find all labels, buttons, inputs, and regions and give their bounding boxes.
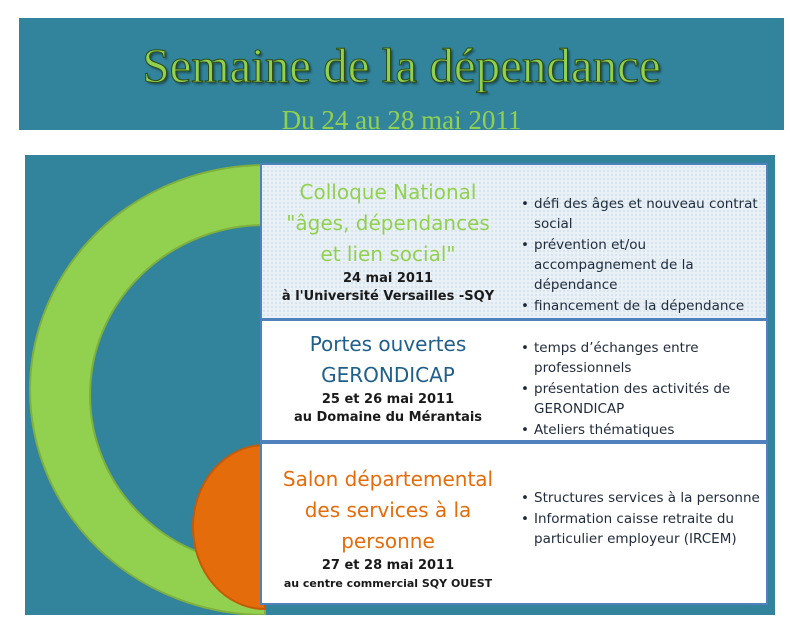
event-date: 27 et 28 mai 2011 — [321, 558, 455, 573]
event-topics-list — [520, 488, 766, 550]
list-item — [520, 509, 766, 549]
list-item — [520, 296, 766, 316]
bullet-icon: • — [521, 237, 529, 253]
event-title-line: des services à la — [304, 498, 472, 522]
event-heading — [262, 329, 514, 427]
event-card-salon — [260, 442, 768, 605]
event-heading — [262, 177, 514, 306]
event-title-line: GERONDICAP — [321, 363, 455, 387]
list-item — [520, 235, 766, 295]
event-date: 25 et 26 mai 2011 — [321, 392, 455, 407]
list-item-text: présentation des activités de GERONDICAP — [534, 381, 731, 417]
event-title-line: personne — [341, 529, 435, 553]
page-title: Semaine de la dépendance — [142, 38, 661, 93]
header-banner — [19, 18, 784, 135]
event-topics-list — [520, 338, 766, 441]
event-place: au Domaine du Mérantais — [293, 410, 483, 425]
event-date: 24 mai 2011 — [342, 271, 434, 286]
list-item — [520, 194, 766, 234]
event-card-portes-ouvertes — [260, 319, 768, 442]
list-item — [520, 379, 766, 419]
event-heading — [262, 464, 514, 593]
list-item-text: temps d’échanges entre professionnels — [534, 340, 699, 376]
page-subtitle: Du 24 au 28 mai 2011 — [281, 105, 522, 135]
list-item-text: Structures services à la personne — [534, 490, 760, 506]
event-title-line: Salon départemental — [282, 467, 494, 491]
list-item-text: défi des âges et nouveau contrat social — [534, 196, 758, 232]
event-card-colloque — [260, 163, 768, 320]
event-place: à l'Université Versailles -SQY — [281, 289, 495, 304]
event-title-line: et lien social" — [320, 242, 456, 266]
event-topics-list — [520, 194, 766, 317]
list-item-text: prévention et/ou accompagnement de la dépendance — [534, 237, 694, 293]
bullet-icon: • — [521, 422, 529, 438]
bullet-icon: • — [521, 490, 529, 506]
list-item-text: financement de la dépendance — [534, 298, 745, 314]
bullet-icon: • — [521, 298, 529, 314]
event-place: au centre commercial SQY OUEST — [283, 577, 493, 590]
event-title-line: Portes ouvertes — [309, 332, 467, 356]
list-item-text: Ateliers thématiques — [534, 422, 675, 438]
bullet-icon: • — [521, 511, 529, 527]
bullet-icon: • — [521, 340, 529, 356]
list-item-text: Information caisse retraite du particulier employeur (IRCEM) — [534, 511, 737, 547]
list-item — [520, 338, 766, 378]
bullet-icon: • — [521, 381, 529, 397]
list-item — [520, 420, 766, 440]
event-title-line: "âges, dépendances — [286, 211, 490, 235]
bullet-icon: • — [521, 196, 529, 212]
events-panel — [25, 155, 775, 615]
event-title-line: Colloque National — [299, 180, 477, 204]
list-item — [520, 488, 766, 508]
